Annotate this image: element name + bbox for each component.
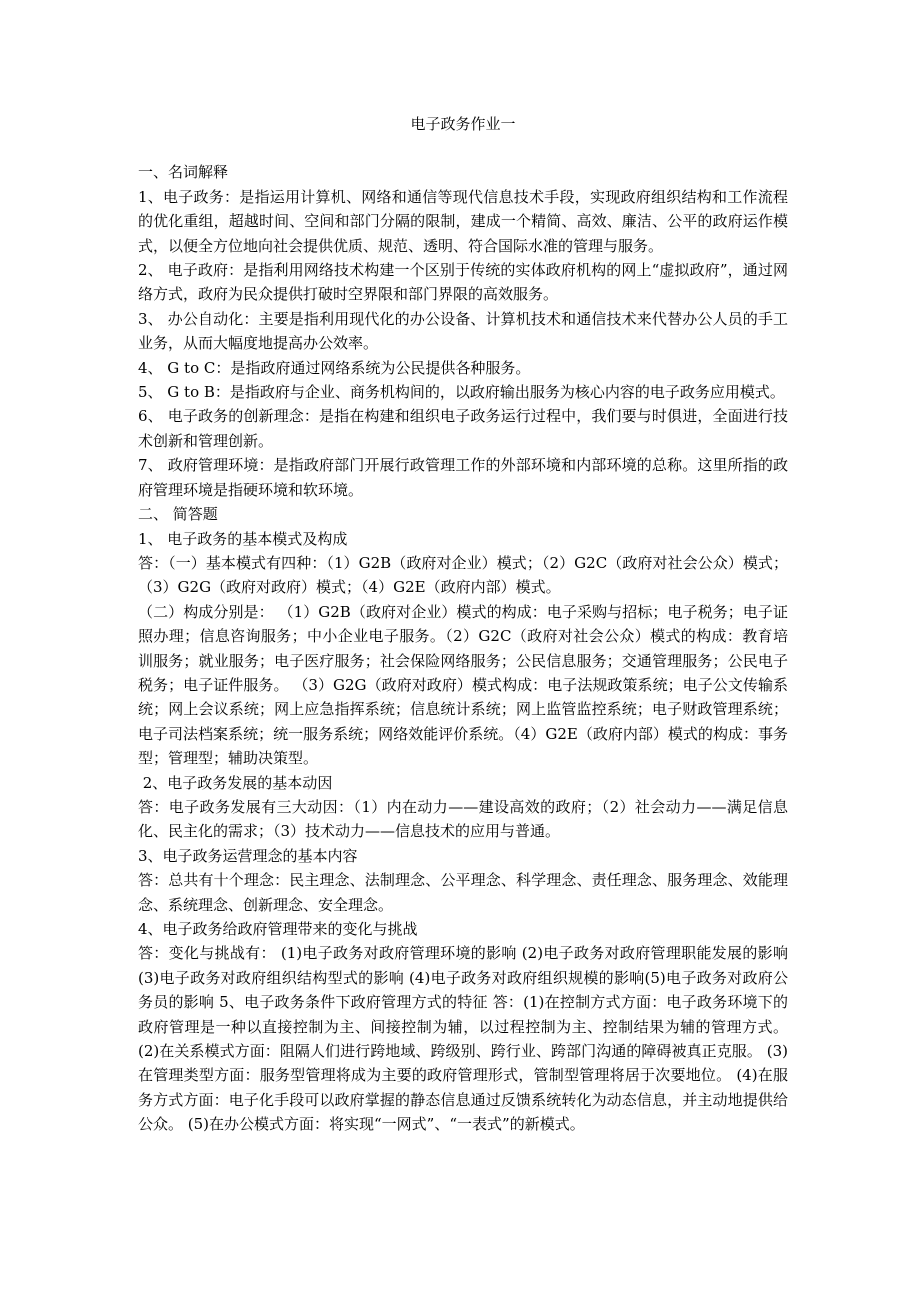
question-heading: 1、 电子政务的基本模式及构成 bbox=[138, 529, 348, 548]
question-heading: 4、电子政务给政府管理带来的变化与挑战 bbox=[138, 920, 418, 938]
definition-item: 2、 电子政府：是指利用网络技术构建一个区别于传统的实体政府机构的网上“虚拟政府”，通过网络方式，政府为民众提供打破时空界限和部门界限的高效服务。 bbox=[138, 261, 788, 304]
answer-paragraph: 答：变化与挑战有： (1)电子政务对政府管理环境的影响 (2)电子政务对政府管理职能发展的影响 (3)电子政务对政府组织结构型式的影响 (4)电子政务对政府组织规模的影响(5)电子政务对政府公务员的影响 5、电子政务条件下政府管理方式的特征 答：(1)在控制方式方面：电子政务环境下的政府管理是一种以直接控制为主、间接控制为辅，以过程控制为主、控制结果为辅的管理方式。 (2)在关系模式方面：阻隔人们进行跨地域、跨级别、跨行业、跨部门沟通的障碍被真正克服。 (3)在管理类型方面：服务型管理将成为主要的政府管理形式，管制型管理将居于次要地位。 (4)在服务方式方面：电子化手段可以政府掌握的静态信息通过反馈系统转化为动态信息，并主动地提供给公众。 (5)在办公模式方面：将实现“一网式”、“一表式”的新模式。 bbox=[138, 944, 788, 1134]
answer-paragraph: 答：电子政务发展有三大动因：（1）内在动力——建设高效的政府；（2）社会动力——满足信息化、民主化的需求；（3）技术动力——信息技术的应用与普通。 bbox=[138, 797, 788, 841]
definition-item: 4、 G to C：是指政府通过网络系统为公民提供各种服务。 bbox=[138, 358, 531, 377]
question-heading: 2、电子政务发展的基本动因 bbox=[138, 773, 333, 792]
answer-paragraph: 答：（一）基本模式有四种：（1）G2B（政府对企业）模式；（2）G2C（政府对社会公众）模式；（3）G2G（政府对政府）模式；（4）G2E（政府内部）模式。 bbox=[138, 553, 788, 597]
answer-paragraph: （二）构成分别是： （1）G2B（政府对企业）模式的构成：电子采购与招标；电子税务；电子证照办理；信息咨询服务；中小企业电子服务。（2）G2C（政府对社会公众）模式的构成：教育培训服务；就业服务；电子医疗服务；社会保险网络服务；公民信息服务；交通管理服务；公民电子税务；电子证件服务。 （3）G2G（政府对政府）模式构成：电子法规政策系统；电子公文传输系统；网上会议系统；网上应急指挥系统；信息统计系统；网上监管监控系统；电子财政管理系统；电子司法档案系统；统一服务系统；网络效能评价系统。（4）G2E（政府内部）模式的构成：事务型；管理型；辅助决策型。 bbox=[138, 602, 788, 768]
definition-item: 7、 政府管理环境：是指政府部门开展行政管理工作的外部环境和内部环境的总称。这里所指的政府管理环境是指硬环境和软环境。 bbox=[138, 456, 788, 499]
definition-item: 5、 G to B：是指政府与企业、商务机构间的，以政府输出服务为核心内容的电子政务应用模式。 bbox=[138, 383, 785, 402]
definition-item: 1、电子政务：是指运用计算机、网络和通信等现代信息技术手段，实现政府组织结构和工作流程的优化重组，超越时间、空间和部门分隔的限制，建成一个精简、高效、廉洁、公平的政府运作模式，以便全方位地向社会提供优质、规范、透明、符合国际水准的管理与服务。 bbox=[138, 187, 788, 255]
definition-item: 6、 电子政务的创新理念：是指在构建和组织电子政务运行过程中，我们要与时俱进，全面进行技术创新和管理创新。 bbox=[138, 407, 788, 450]
document-title: 电子政务作业一 bbox=[410, 115, 516, 133]
section-heading-short-answers: 二、 简答题 bbox=[138, 505, 218, 524]
answer-paragraph: 答：总共有十个理念：民主理念、法制理念、公平理念、科学理念、责任理念、服务理念、效能理念、系统理念、创新理念、安全理念。 bbox=[138, 871, 788, 914]
definition-item: 3、 办公自动化：主要是指利用现代化的办公设备、计算机技术和通信技术来代替办公人员的手工业务，从而大幅度地提高办公效率。 bbox=[138, 309, 788, 353]
document-page bbox=[138, 112, 788, 1137]
section-heading-definitions: 一、名词解释 bbox=[138, 163, 229, 182]
question-heading: 3、电子政务运营理念的基本内容 bbox=[138, 846, 358, 865]
